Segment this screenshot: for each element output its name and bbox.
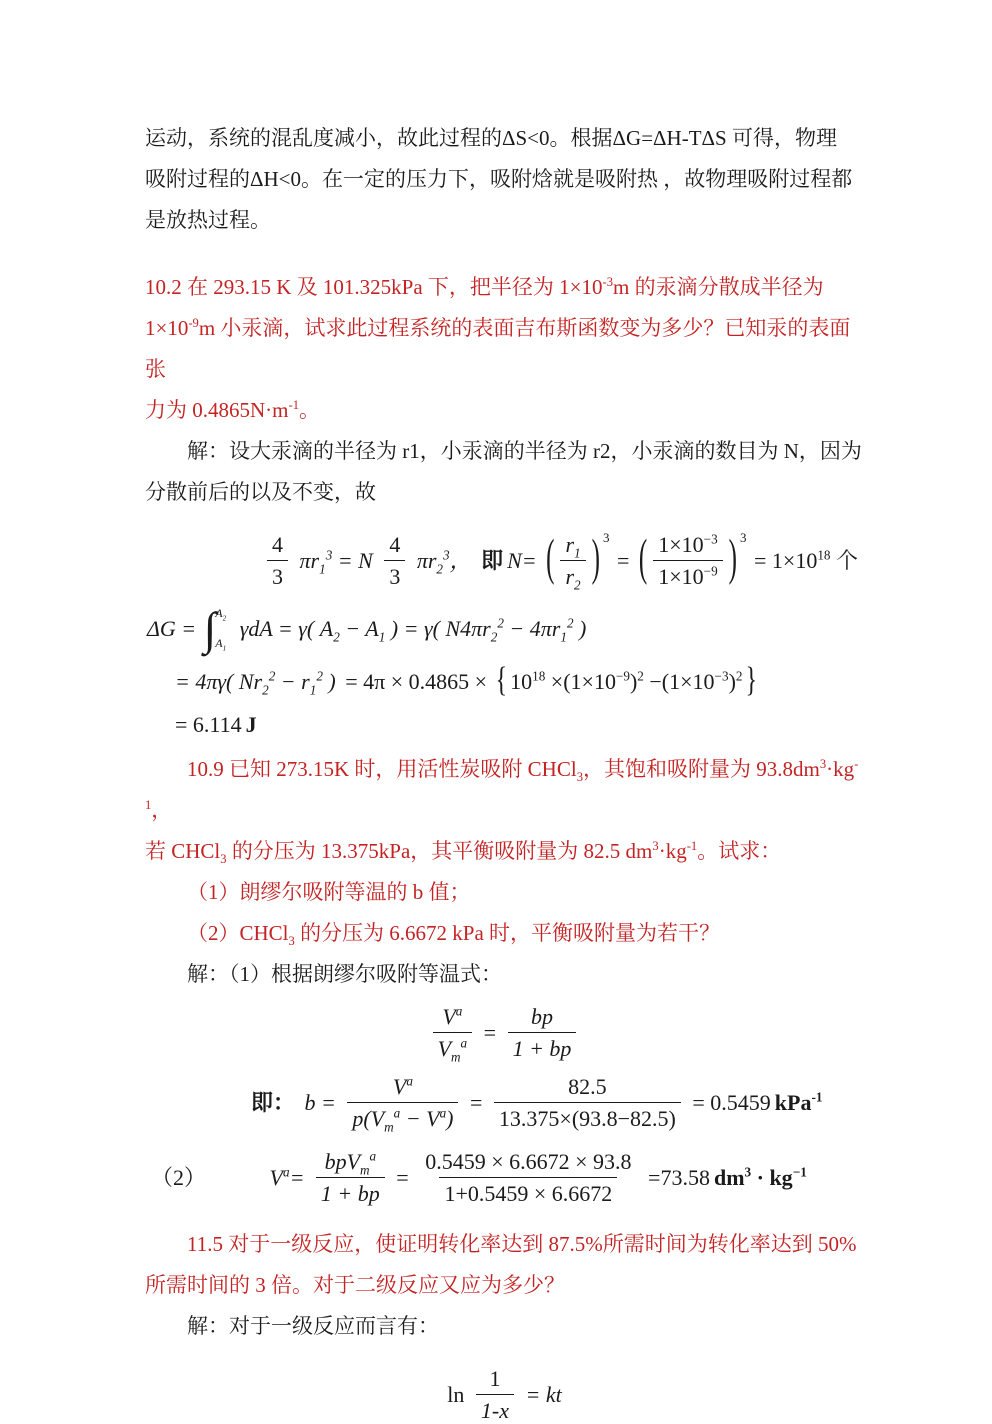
- close-paren: ): [728, 531, 737, 587]
- math-token: $10^{18} \times(1\times 10^{-9})^2 -(1\times 10^{-3})^2$: [510, 668, 743, 694]
- fraction: [560, 531, 585, 591]
- problem-10-2: [145, 267, 864, 431]
- fraction: [347, 1073, 458, 1133]
- fraction-denominator: $1\times 10^{-9}$: [653, 560, 722, 590]
- solution-10-9-text: [145, 954, 864, 995]
- math-token: = kt: [525, 1381, 562, 1407]
- formula-delta-g-expanded: [173, 661, 864, 700]
- fraction-denominator: $V_m^a$: [433, 1032, 473, 1062]
- formula-droplet-count: [263, 531, 864, 591]
- math-token: =: [616, 548, 630, 574]
- math-token: $\pi r_2^3$，: [416, 547, 472, 577]
- exponent: 3: [740, 529, 747, 545]
- fraction-numerator: 0.5459 × 6.6672 × 93.8: [425, 1149, 632, 1175]
- text-line: 若 CHCl$_3$ 的分压为 13.375kPa，其平衡吸附量为 82.5 $dm^3\cdot kg^{-1}$。试求：: [145, 838, 782, 867]
- solution-11-5-text: [145, 1306, 864, 1347]
- fraction-numerator: 1: [489, 1365, 501, 1391]
- text-line: 分散前后的以及不变，故: [145, 480, 376, 504]
- text-line: 吸附过程的ΔH<0。在一定的压力下，吸附焓就是吸附热 ，故物理吸附过程都: [145, 167, 853, 191]
- fraction-numerator: 4: [272, 532, 283, 557]
- formula-adsorption-amount: [151, 1148, 864, 1208]
- fraction-denominator: 3: [384, 560, 405, 590]
- math-token: =73.58: [648, 1165, 710, 1191]
- text-line: 力为 $0.4865N\cdot m^{-1}$。: [145, 398, 320, 422]
- fraction-numerator: $V^a$: [442, 1003, 463, 1029]
- problem-item-1: （1）朗缪尔吸附等温的 b 值；: [187, 879, 471, 904]
- fraction-denominator: 13.375×(93.8−82.5): [494, 1102, 681, 1132]
- solution-10-2-text: [145, 431, 864, 513]
- paragraph-intro: [145, 118, 864, 241]
- text-line: 是放热过程。: [145, 208, 271, 232]
- math-token-ji: 即：: [251, 1089, 296, 1115]
- math-token: N=: [507, 548, 537, 574]
- math-token: $\pi r_1^3 = N$: [299, 547, 373, 577]
- problem-11-5: [145, 1224, 864, 1306]
- math-token: $V^a=$: [269, 1164, 305, 1191]
- part-label: （2）: [151, 1165, 207, 1191]
- text-line: 10.2 在 293.15 K 及 101.325kPa 下，把半径为 $1\times 10^{-3}m$ 的汞滴分散成半径为: [145, 275, 824, 299]
- problem-item-2: （2）CHCl$_3$ 的分压为 6.6672 kPa 时，平衡吸附量为若干？: [187, 920, 721, 949]
- math-token: = 0.5459: [692, 1089, 771, 1115]
- text-line: 解：设大汞滴的半径为 r1，小汞滴的半径为 r2，小汞滴的数目为 N，因为: [187, 439, 862, 463]
- fraction: [433, 1003, 473, 1063]
- fraction-numerator: 82.5: [568, 1073, 607, 1099]
- fraction: [267, 531, 288, 591]
- math-token: = 4π × 0.4865 ×: [345, 668, 488, 694]
- fraction: [508, 1003, 577, 1063]
- formula-b-value: [249, 1073, 864, 1133]
- math-token: γdA = γ( $A_2 - A_1$ ) = γ( $N4\pi r_2^2 - 4\pi r_1^2$ ): [239, 615, 587, 645]
- formula-langmuir-isotherm: [145, 1003, 864, 1063]
- integral-sign-icon: ∫: [203, 602, 217, 654]
- unit-label: kPa$^{-1}$: [774, 1089, 823, 1115]
- fraction-denominator: $p(V_m^a - V^a)$: [347, 1102, 458, 1132]
- fraction-denominator: 1 + bp: [508, 1032, 577, 1062]
- math-token: = 4πγ( $Nr_2^2 - r_1^2$ ): [175, 668, 336, 698]
- fraction-numerator: 4: [389, 532, 401, 557]
- close-paren: ): [591, 531, 600, 587]
- formula-delta-g-result: [173, 709, 864, 737]
- fraction-denominator: 3: [267, 560, 288, 590]
- close-brace: }: [745, 661, 758, 700]
- open-paren: (: [638, 531, 648, 587]
- math-token: ΔG =: [147, 615, 197, 641]
- fraction-denominator: 1 + bp: [316, 1177, 385, 1207]
- fraction: [494, 1073, 681, 1133]
- text-line: 解：（1）根据朗缪尔吸附等温式：: [187, 961, 502, 986]
- math-token: b =: [304, 1089, 336, 1115]
- math-token: ln: [447, 1381, 465, 1407]
- fraction-numerator: $V^a$: [392, 1073, 413, 1099]
- math-token: = $1\times 10^{18}$ 个: [754, 547, 859, 574]
- text-line: 11.5 对于一级反应，使证明转化率达到 87.5%所需时间为转化率达到 50%: [187, 1231, 857, 1256]
- text-line: 解：对于一级反应而言有：: [187, 1313, 439, 1338]
- fraction: [420, 1148, 636, 1208]
- math-token: =: [469, 1089, 483, 1115]
- math-token: = 6.114: [175, 711, 242, 737]
- text-line: 运动，系统的混乱度减小，故此过程的ΔS<0。根据ΔG=ΔH-TΔS 可得，物理: [145, 126, 837, 150]
- lower-limit: $A_1$: [215, 635, 227, 653]
- fraction: [653, 531, 722, 591]
- fraction-denominator: 1-x: [476, 1394, 514, 1424]
- exponent: 3: [602, 529, 610, 545]
- integral: [203, 602, 233, 654]
- math-token-ji: 即: [481, 548, 504, 574]
- fraction: [476, 1365, 514, 1424]
- fraction-numerator: bpV$_m^a$: [324, 1148, 377, 1178]
- open-brace: {: [495, 661, 508, 700]
- integral-limits: [215, 605, 226, 653]
- fraction: [316, 1148, 385, 1208]
- unit-label: $dm^3 \cdot kg^{-1}$: [713, 1164, 807, 1191]
- text-line: $1\times 10^{-9}m$ 小汞滴，试求此过程系统的表面吉布斯函数变为多少？已知汞的表面张: [145, 316, 851, 381]
- upper-limit: $A_2$: [215, 605, 227, 622]
- formula-first-order-kinetics: [145, 1365, 864, 1424]
- formula-delta-g-integral: [145, 602, 864, 654]
- math-token: =: [483, 1020, 497, 1046]
- text-line: 所需时间的 3 倍。对于二级反应又应为多少？: [145, 1272, 565, 1297]
- fraction: [384, 531, 405, 591]
- unit-label: J: [245, 711, 257, 737]
- fraction-denominator: $r_2$: [560, 560, 585, 590]
- fraction-numerator: bp: [530, 1003, 553, 1029]
- problem-10-9: [145, 749, 864, 954]
- open-paren: (: [546, 531, 555, 587]
- fraction-numerator: $1\times 10^{-3}$: [658, 531, 718, 557]
- fraction-numerator: $r_1$: [565, 532, 581, 561]
- fraction-denominator: 1+0.5459 × 6.6672: [439, 1177, 617, 1207]
- text-line: 10.9 已知 273.15K 时，用活性炭吸附 CHCl$_3$，其饱和吸附量为 $93.8dm^3\cdot kg^{-1}$，: [145, 756, 859, 822]
- math-token: =: [396, 1165, 409, 1191]
